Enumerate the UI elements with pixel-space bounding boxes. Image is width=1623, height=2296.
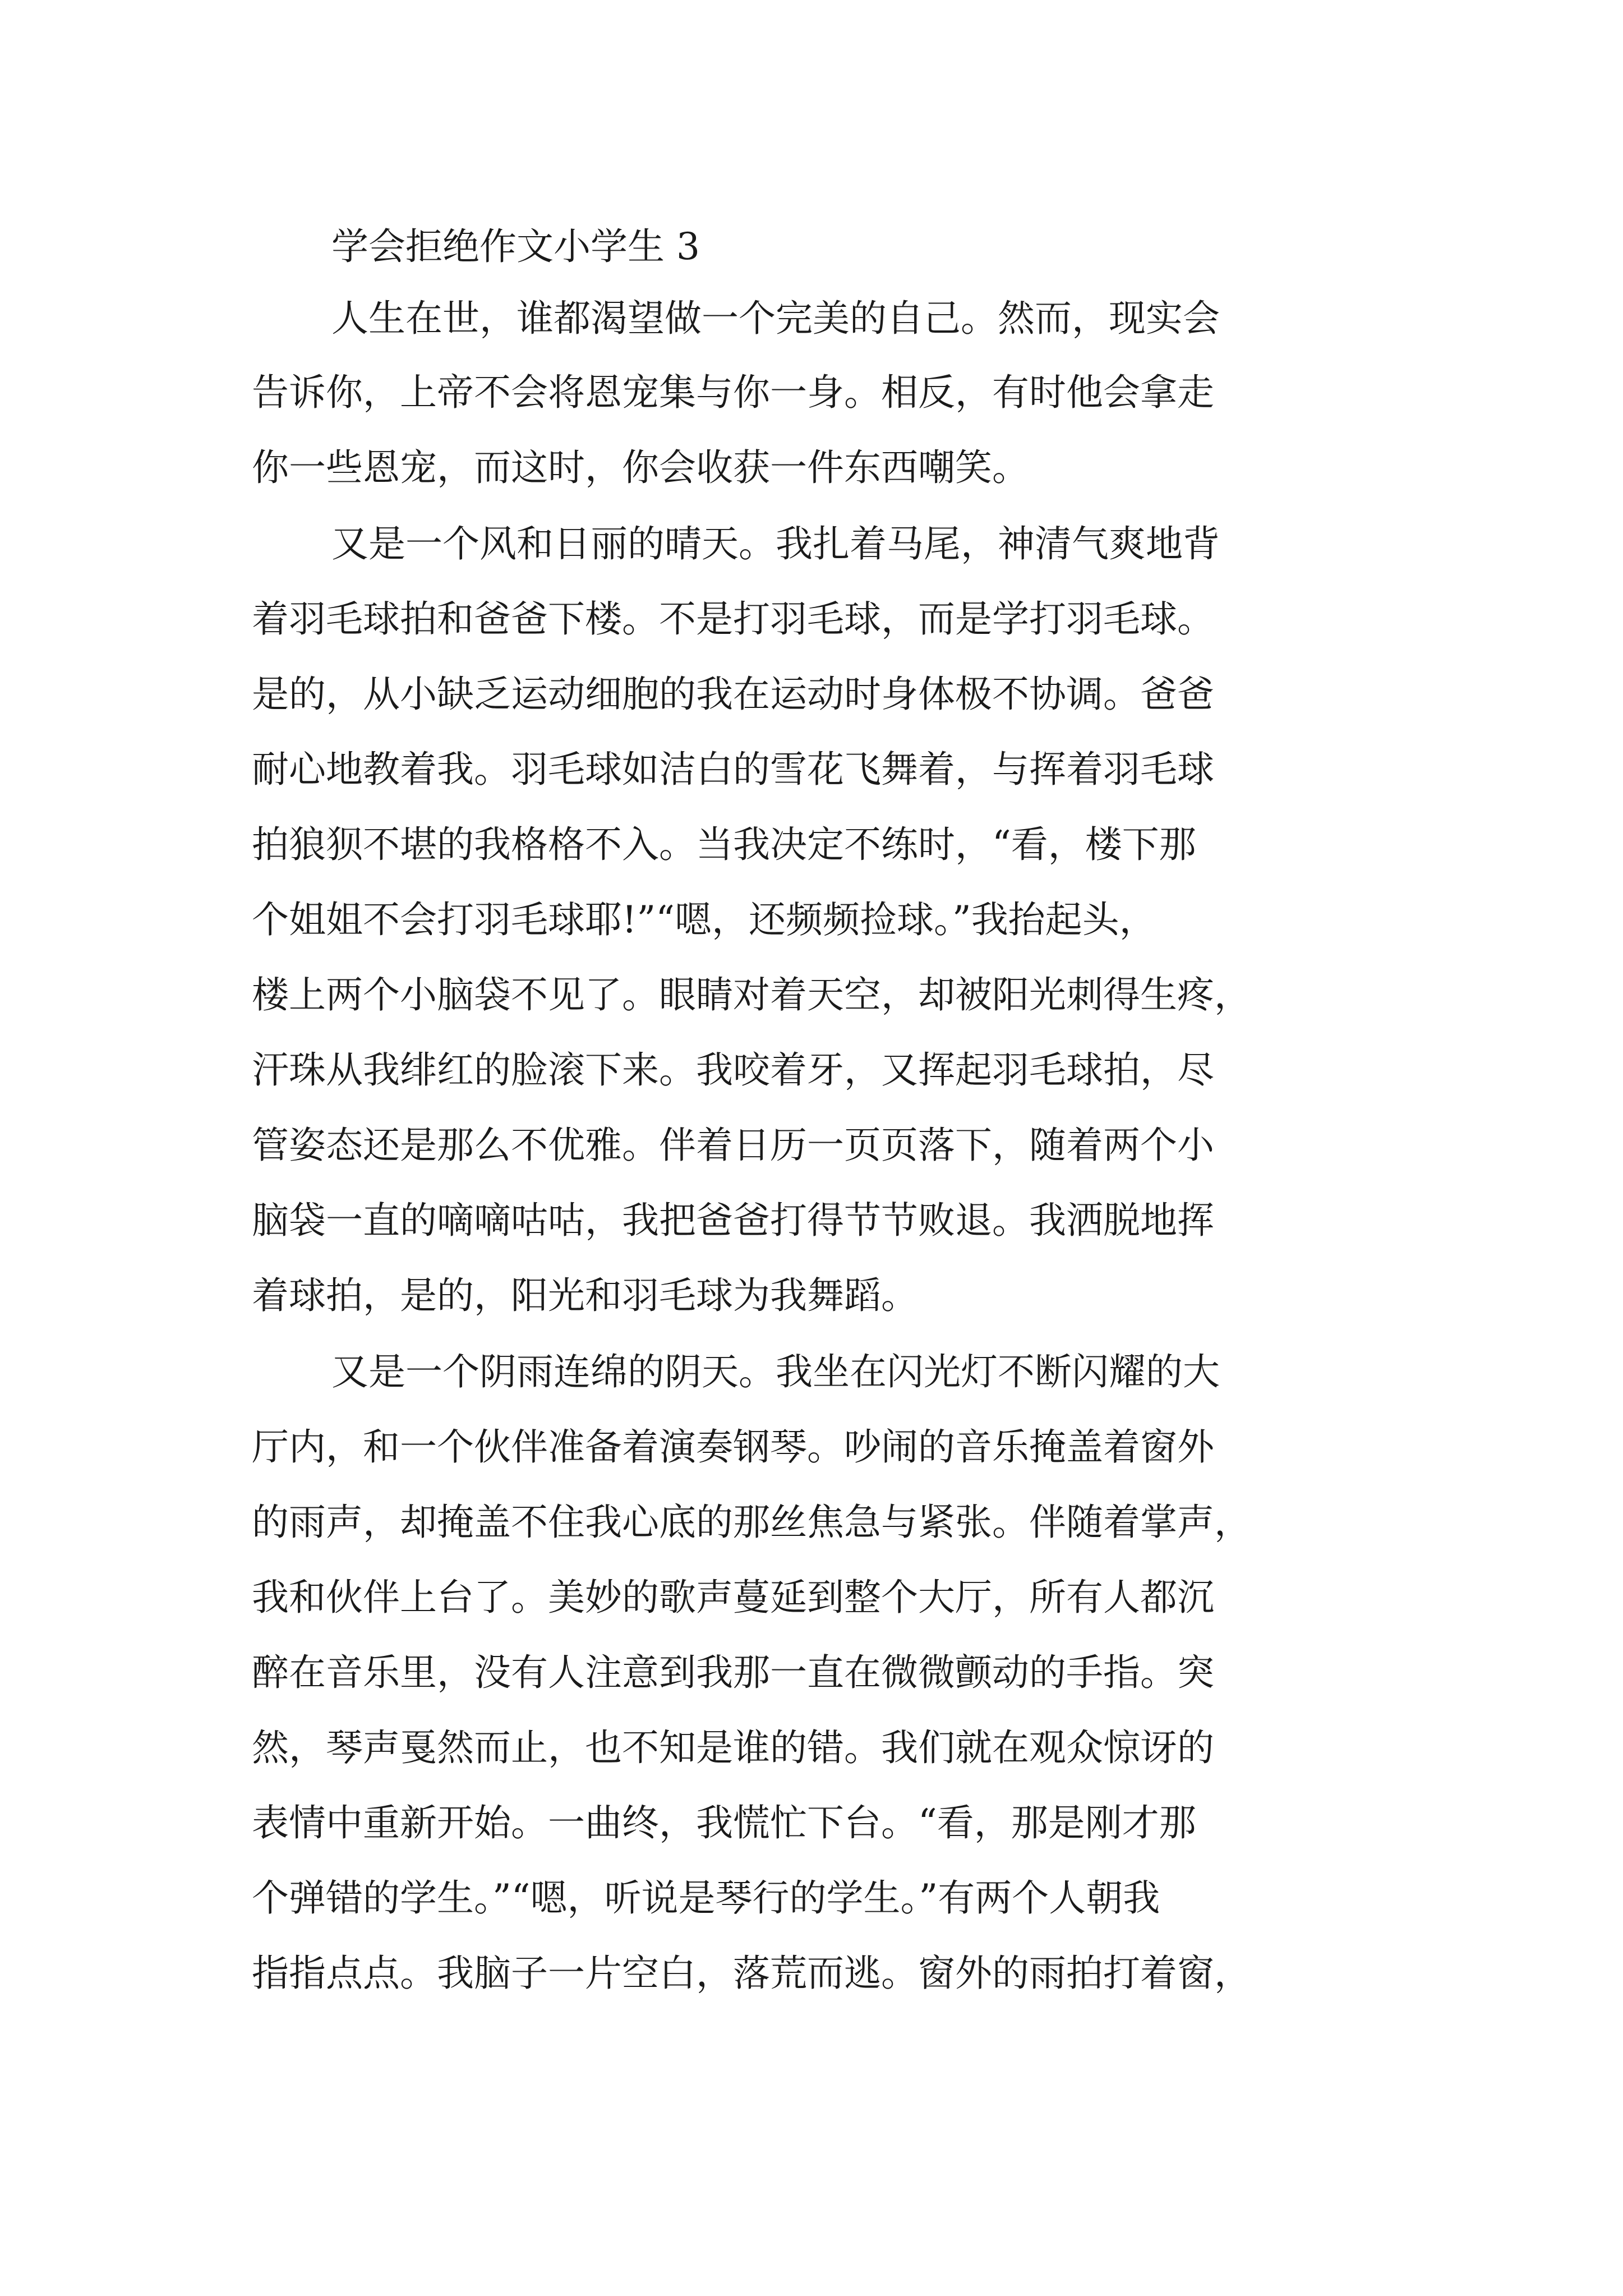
body-line: 人生在世，谁都渴望做一个完美的自己。然而，现实会 [331,297,1220,340]
body-line: 着球拍，是的，阳光和羽毛球为我舞蹈。 [252,1274,918,1317]
body-line: 个弹错的学生。”“嗯，听说是琴行的学生。”有两个人朝我 [252,1876,1160,1920]
body-line: 楼上两个小脑袋不见了。眼睛对着天空，却被阳光刺得生疼， [252,973,1251,1016]
document-body [252,0,1401,2296]
body-line: 醉在音乐里，没有人注意到我那一直在微微颤动的手指。突 [252,1651,1214,1694]
body-line: 你一些恩宠，而这时，你会收获一件东西嘲笑。 [252,446,1029,489]
body-line: 脑袋一直的嘀嘀咕咕，我把爸爸打得节节败退。我洒脱地挥 [252,1199,1214,1242]
body-line: 告诉你，上帝不会将恩宠集与你一身。相反，有时他会拿走 [252,371,1214,414]
body-line: 拍狼狈不堪的我格格不入。当我决定不练时，“看，楼下那 [252,823,1196,866]
document-title: 学会拒绝作文小学生 3 [331,225,700,268]
body-line: 管姿态还是那么不优雅。伴着日历一页页落下，随着两个小 [252,1124,1214,1167]
body-line: 的雨声，却掩盖不住我心底的那丝焦急与紧张。伴随着掌声， [252,1501,1251,1544]
body-line: 表情中重新开始。一曲终，我慌忙下台。“看，那是刚才那 [252,1801,1196,1844]
body-line: 又是一个阴雨连绵的阴天。我坐在闪光灯不断闪耀的大 [331,1350,1220,1393]
body-line: 我和伙伴上台了。美妙的歌声蔓延到整个大厅，所有人都沉 [252,1576,1214,1619]
body-line: 指指点点。我脑子一片空白，落荒而逃。窗外的雨拍打着窗， [252,1952,1251,1995]
body-line: 厅内，和一个伙伴准备着演奏钢琴。吵闹的音乐掩盖着窗外 [252,1425,1214,1469]
body-line: 又是一个风和日丽的晴天。我扎着马尾，神清气爽地背 [331,522,1220,565]
body-line: 耐心地教着我。羽毛球如洁白的雪花飞舞着，与挥着羽毛球 [252,748,1214,791]
body-line: 汗珠从我绯红的脸滚下来。我咬着牙，又挥起羽毛球拍，尽 [252,1048,1214,1092]
body-line: 个姐姐不会打羽毛球耶!”“嗯，还频频捡球。”我抬起头， [252,898,1156,941]
body-line: 着羽毛球拍和爸爸下楼。不是打羽毛球，而是学打羽毛球。 [252,597,1214,641]
body-line: 是的，从小缺乏运动细胞的我在运动时身体极不协调。爸爸 [252,673,1214,716]
body-line: 然，琴声戛然而止，也不知是谁的错。我们就在观众惊讶的 [252,1726,1214,1769]
